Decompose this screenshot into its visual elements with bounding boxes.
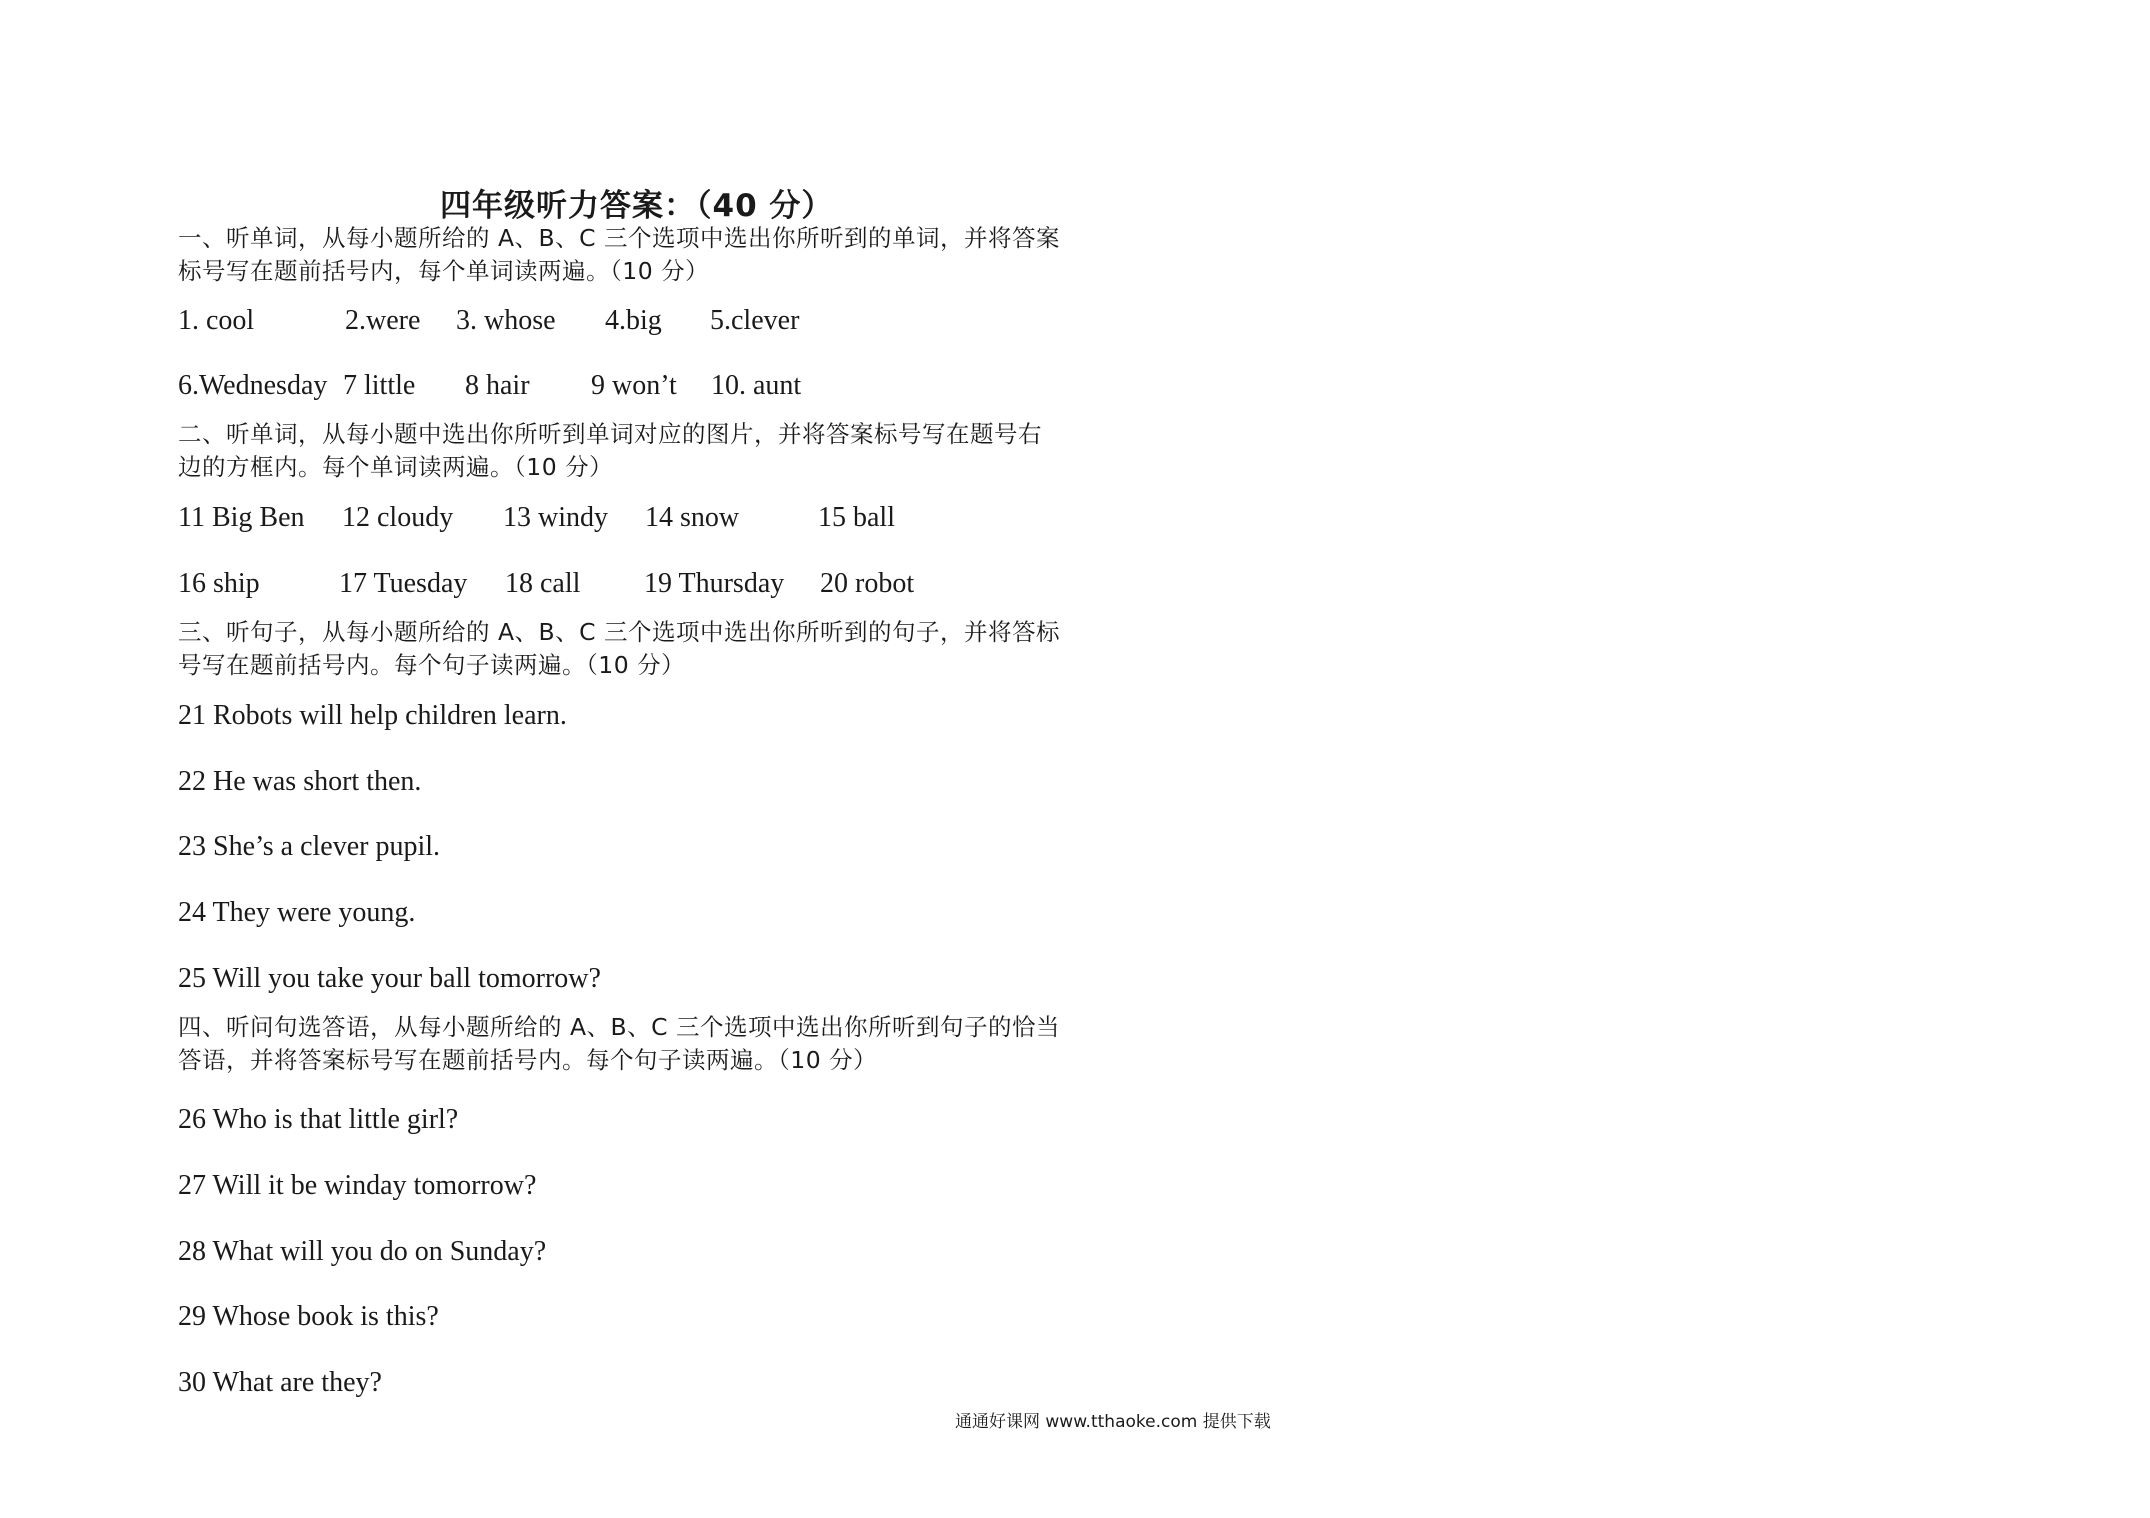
- answer-item: 14 snow: [645, 502, 740, 533]
- instruction-line: 四、听问句选答语，从每小题所给的 A、B、C 三个选项中选出你所听到句子的恰当: [178, 1013, 1061, 1041]
- answer-item: 16 ship: [178, 568, 260, 599]
- answer-item: 23 She’s a clever pupil.: [178, 831, 441, 862]
- answer-item: 13 windy: [503, 502, 608, 533]
- answer-item: 20 robot: [820, 568, 915, 599]
- answer-item: 25 Will you take your ball tomorrow?: [178, 963, 601, 994]
- page-title: 四年级听力答案：（40 分）: [440, 188, 834, 224]
- answer-item: 11 Big Ben: [178, 502, 305, 533]
- answer-item: 3. whose: [456, 305, 556, 336]
- answer-item: 10. aunt: [711, 370, 802, 401]
- section-2-instruction: [178, 418, 1108, 484]
- answer-item: 4.big: [605, 305, 662, 336]
- answer-item: 2.were: [345, 305, 421, 336]
- answer-item: 7 little: [343, 370, 416, 401]
- answer-item: 17 Tuesday: [339, 568, 468, 599]
- answer-item: 26 Who is that little girl?: [178, 1104, 459, 1135]
- answer-item: 8 hair: [465, 370, 530, 401]
- instruction-line: 号写在题前括号内。每个句子读两遍。（10 分）: [178, 651, 686, 679]
- instruction-line: 边的方框内。每个单词读两遍。（10 分）: [178, 453, 614, 481]
- answer-item: 9 won’t: [591, 370, 677, 401]
- answer-item: 28 What will you do on Sunday?: [178, 1236, 547, 1267]
- answer-item: 15 ball: [818, 502, 895, 533]
- answer-item: 21 Robots will help children learn.: [178, 700, 567, 731]
- answer-item: 30 What are they?: [178, 1367, 382, 1398]
- section-3-instruction: [178, 616, 1108, 682]
- instruction-line: 二、听单词，从每小题中选出你所听到单词对应的图片，并将答案标号写在题号右: [178, 420, 1042, 448]
- answer-item: 24 They were young.: [178, 897, 416, 928]
- instruction-line: 标号写在题前括号内，每个单词读两遍。（10 分）: [178, 257, 710, 285]
- answer-item: 19 Thursday: [644, 568, 785, 599]
- instruction-line: 三、听句子，从每小题所给的 A、B、C 三个选项中选出你所听到的句子，并将答标: [178, 618, 1061, 646]
- answer-item: 18 call: [505, 568, 581, 599]
- section-1-instruction: [178, 222, 1108, 288]
- instruction-line: 一、听单词，从每小题所给的 A、B、C 三个选项中选出你所听到的单词，并将答案: [178, 224, 1061, 252]
- instruction-line: 答语，并将答案标号写在题前括号内。每个句子读两遍。（10 分）: [178, 1046, 878, 1074]
- answer-item: 12 cloudy: [342, 502, 454, 533]
- answer-item: 5.clever: [710, 305, 800, 336]
- answer-item: 6.Wednesday: [178, 370, 328, 401]
- answer-item: 22 He was short then.: [178, 766, 422, 797]
- answer-item: 1. cool: [178, 305, 255, 336]
- answer-item: 27 Will it be winday tomorrow?: [178, 1170, 537, 1201]
- section-4-instruction: [178, 1011, 1108, 1077]
- answer-item: 29 Whose book is this?: [178, 1301, 439, 1332]
- footer-credit: 通通好课网 www.tthaoke.com 提供下载: [955, 1412, 1271, 1432]
